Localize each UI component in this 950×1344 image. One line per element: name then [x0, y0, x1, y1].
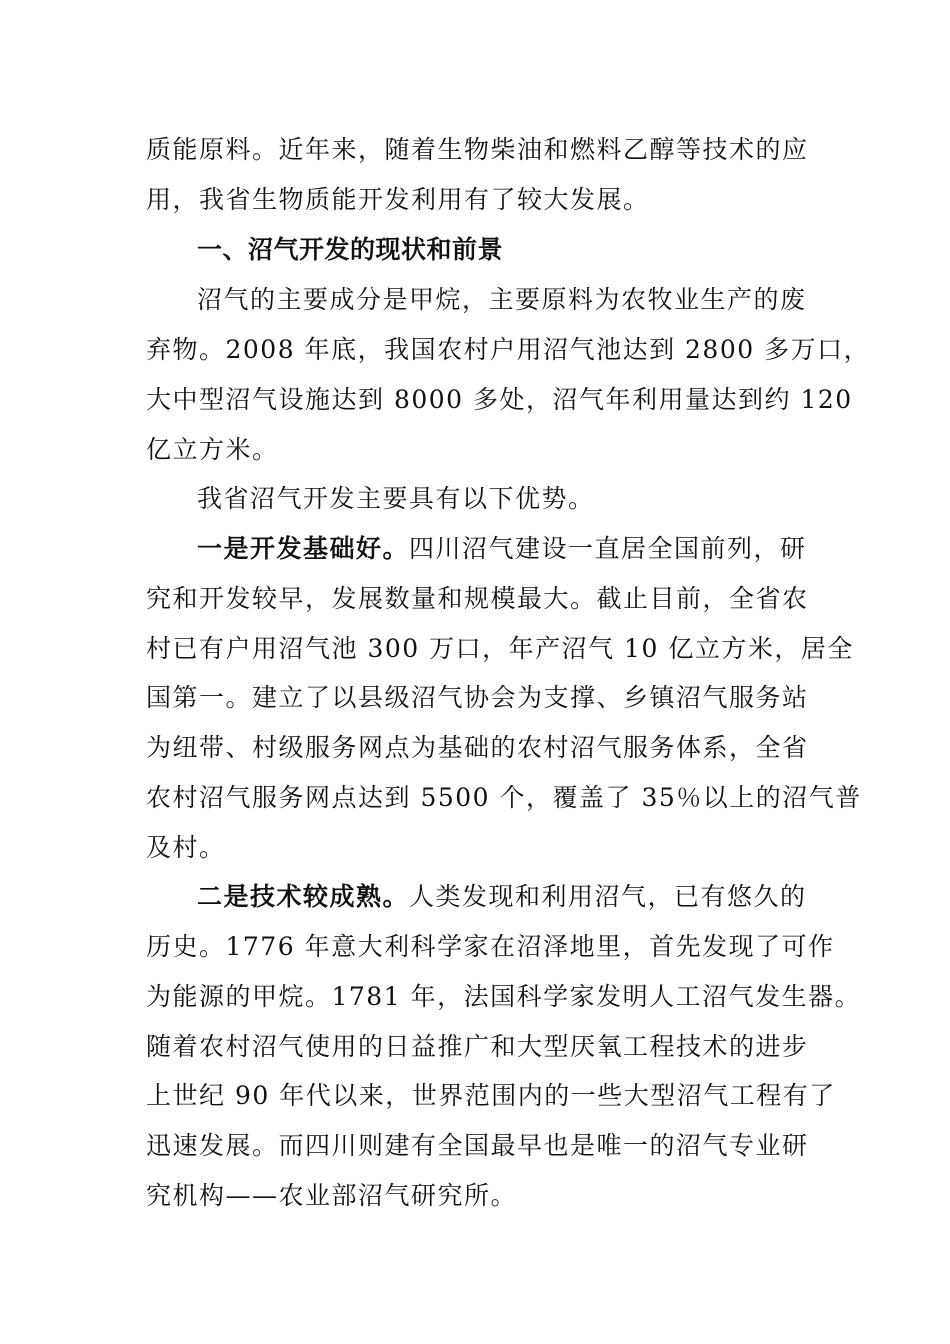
paragraph-line: 国第一。建立了以县级沼气协会为支撑、乡镇沼气服务站: [146, 683, 809, 712]
paragraph-line: 迅速发展。而四川则建有全国最早也是唯一的沼气专业研: [146, 1131, 809, 1160]
paragraph-line: 大中型沼气设施达到 8000 多处，沼气年利用量达到约 120: [146, 385, 853, 414]
paragraph-line: 究机构——农业部沼气研究所。: [146, 1181, 518, 1210]
paragraph-line: [197, 529, 817, 569]
paragraph-line: 为能源的甲烷。1781 年，法国科学家发明人工沼气发生器。: [146, 982, 862, 1011]
paragraph-line: 农村沼气服务网点达到 5500 个，覆盖了 35％以上的沼气普: [146, 783, 862, 812]
paragraph-line: 弃物。2008 年底，我国农村户用沼气池达到 2800 多万口，: [146, 335, 871, 364]
paragraph-line: 村已有户用沼气池 300 万口，年产沼气 10 亿立方米，居全: [146, 634, 854, 663]
paragraph-line: 我省沼气开发主要具有以下优势。: [197, 484, 595, 513]
paragraph-line: 用，我省生物质能开发利用有了较大发展。: [146, 185, 650, 214]
paragraph-line: 为纽带、村级服务网点为基础的农村沼气服务体系，全省: [146, 733, 809, 762]
paragraph-line: 沼气的主要成分是甲烷，主要原料为农牧业生产的废: [197, 285, 807, 314]
paragraph-text: 四川沼气建设一直居全国前列，研: [409, 534, 807, 563]
paragraph-line: [197, 877, 817, 917]
paragraph-line: 上世纪 90 年代以来，世界范围内的一些大型沼气工程有了: [146, 1081, 836, 1110]
paragraph-line: 亿立方米。: [146, 435, 279, 464]
paragraph-line: 究和开发较早，发展数量和规模最大。截止目前，全省农: [146, 584, 809, 613]
paragraph-line: 历史。1776 年意大利科学家在沼泽地里，首先发现了可作: [146, 932, 835, 961]
paragraph-line: 质能原料。近年来，随着生物柴油和燃料乙醇等技术的应: [146, 135, 809, 164]
bold-lead: 一是开发基础好。: [197, 534, 410, 563]
bold-lead: 二是技术较成熟。: [197, 882, 410, 911]
paragraph-text: 人类发现和利用沼气，已有悠久的: [409, 882, 807, 911]
paragraph-line: 及村。: [146, 833, 226, 862]
section-heading: 一、沼气开发的现状和前景: [197, 235, 504, 264]
paragraph-line: 随着农村沼气使用的日益推广和大型厌氧工程技术的进步: [146, 1032, 809, 1061]
